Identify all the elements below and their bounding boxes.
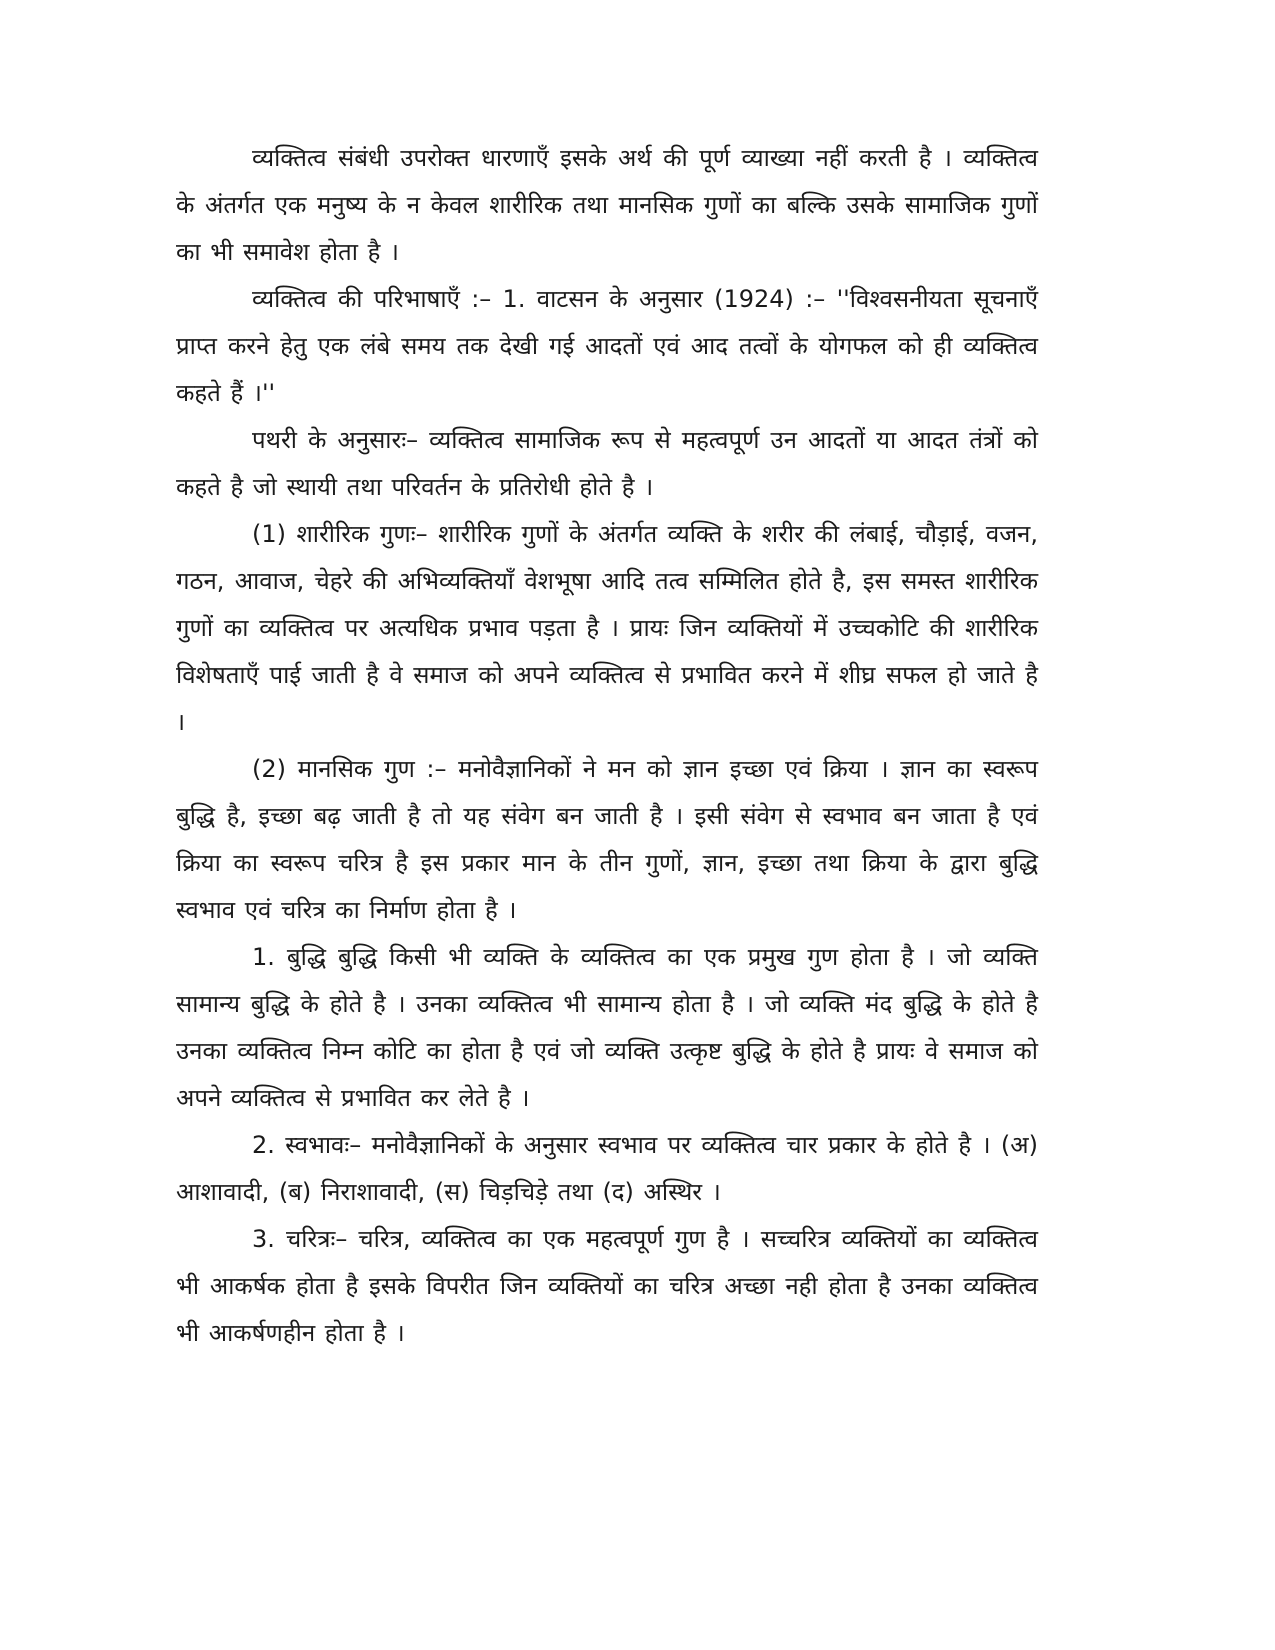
paragraph-personality-concepts: व्यक्तित्व संबंधी उपरोक्त धारणाएँ इसके अर्थ की पूर्ण व्याख्या नहीं करती है । व्यक्तित्व के अंतर्गत एक मनुष्य के न केवल शारीरिक तथा मानसिक गुणों का बल्कि उसके सामाजिक गुणों का भी समावेश होता है ।: [176, 144, 1038, 266]
paragraph-character: 3. चरित्रः– चरित्र, व्यक्तित्व का एक महत्वपूर्ण गुण है । सच्चरित्र व्यक्तियों का व्यक्तित्व भी आकर्षक होता है इसके विपरीत जिन व्यक्तियों का चरित्र अच्छा नही होता है उनका व्यक्तित्व भी आकर्षणहीन होता है ।: [176, 1225, 1038, 1347]
document-page: [176, 135, 1038, 1535]
paragraph-physical-qualities: (1) शारीरिक गुणः– शारीरिक गुणों के अंतर्गत व्यक्ति के शरीर की लंबाई, चौड़ाई, वजन, गठन, आवाज, चेहरे की अभिव्यक्तियाँ वेशभूषा आदि तत्व सम्मिलित होते है, इस समस्त शारीरिक गुणों का व्यक्तित्व पर अत्यधिक प्रभाव पड़ता है । प्रायः जिन व्यक्तियों में उच्चकोटि की शारीरिक विशेषताएँ पाई जाती है वे समाज को अपने व्यक्तित्व से प्रभावित करने में शीघ्र सफल हो जाते है ।: [176, 520, 1038, 736]
paragraph-mental-qualities: (2) मानसिक गुण :– मनोवैज्ञानिकों ने मन को ज्ञान इच्छा एवं क्रिया । ज्ञान का स्वरूप बुद्धि है, इच्छा बढ़ जाती है तो यह संवेग बन जाती है । इसी संवेग से स्वभाव बन जाता है एवं क्रिया का स्वरूप चरित्र है इस प्रकार मान के तीन गुणों, ज्ञान, इच्छा तथा क्रिया के द्वारा बुद्धि स्वभाव एवं चरित्र का निर्माण होता है ।: [176, 755, 1038, 924]
paragraph-pathari-definition: पथरी के अनुसारः– व्यक्तित्व सामाजिक रूप से महत्वपूर्ण उन आदतों या आदत तंत्रों को कहते है जो स्थायी तथा परिवर्तन के प्रतिरोधी होते है ।: [176, 426, 1038, 501]
paragraph-temperament: 2. स्वभावः– मनोवैज्ञानिकों के अनुसार स्वभाव पर व्यक्तित्व चार प्रकार के होते है । (अ) आशावादी, (ब) निराशावादी, (स) चिड़चिड़े तथा (द) अस्थिर ।: [176, 1131, 1038, 1206]
paragraph-watson-definition: व्यक्तित्व की परिभाषाएँ :– 1. वाटसन के अनुसार (1924) :– ''विश्वसनीयता सूचनाएँ प्राप्त करने हेतु एक लंबे समय तक देखी गई आदतों एवं आद तत्वों के योगफल को ही व्यक्तित्व कहते हैं ।'': [176, 285, 1038, 407]
paragraph-intelligence: 1. बुद्धि बुद्धि किसी भी व्यक्ति के व्यक्तित्व का एक प्रमुख गुण होता है । जो व्यक्ति सामान्य बुद्धि के होते है । उनका व्यक्तित्व भी सामान्य होता है । जो व्यक्ति मंद बुद्धि के होते है उनका व्यक्तित्व निम्न कोटि का होता है एवं जो व्यक्ति उत्कृष्ट बुद्धि के होते है प्रायः वे समाज को अपने व्यक्तित्व से प्रभावित कर लेते है ।: [176, 943, 1038, 1112]
